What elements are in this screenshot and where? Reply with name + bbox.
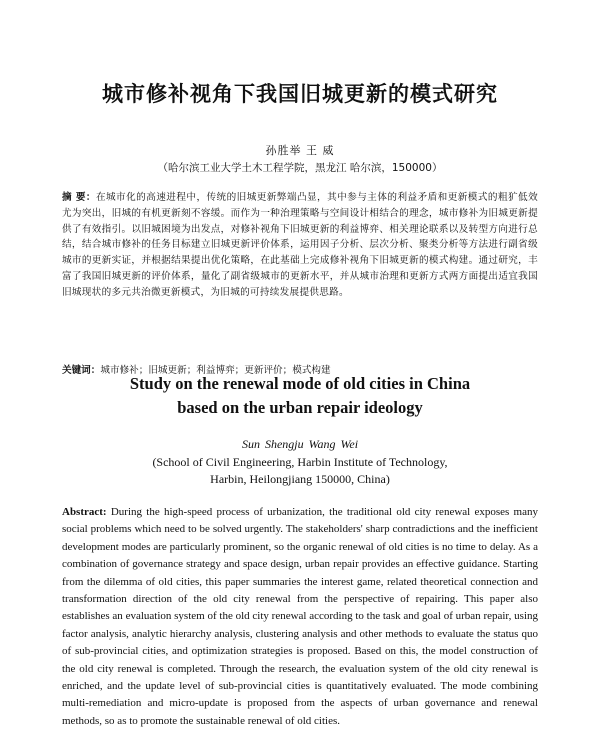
chinese-affiliation: （哈尔滨工业大学土木工程学院，黑龙江 哈尔滨，150000） <box>157 162 443 174</box>
chinese-title: 城市修补视角下我国旧城更新的模式研究 <box>102 82 498 106</box>
chinese-keywords-text: 城市修补；旧城更新；利益博弈；更新评价；模式构建 <box>100 365 331 376</box>
english-affiliation <box>0 454 600 488</box>
chinese-abstract <box>62 190 538 301</box>
english-abstract-label: Abstract: <box>62 506 107 518</box>
chinese-abstract-label: 摘 要： <box>62 192 96 203</box>
english-title-line-2: based on the urban repair ideology <box>177 398 423 417</box>
chinese-abstract-text: 在城市化的高速进程中，传统的旧城更新弊端凸显，其中参与主体的利益矛盾和更新模式的粗犷低效尤为突出，旧城的有机更新刻不容缓。而作为一种治理策略与空间设计相结合的理念，城市修补为旧城更新提供了有效指引。以旧城困境为出发点，对修补视角下旧城更新的利益博弈、相关理论联系以及转型方向进行总结，结合城市修补的任务目标建立旧城更新评价体系，运用因子分析、层次分析、聚类分析等方法进行副省级城市的更新实证，并根据结果提出优化策略，在此基础上完成修补视角下旧城更新的模式构建。通过研究，丰富了我国旧城更新的评价体系，量化了副省级城市的更新水平，并从城市治理和更新方式两方面提出适宜我国旧城现状的多元共治微更新模式，为旧城的可持续发展提供思路。 <box>62 192 538 298</box>
english-authors: Sun Shengju Wang Wei <box>241 437 359 451</box>
english-title <box>0 372 600 420</box>
english-abstract <box>62 504 538 730</box>
chinese-authors: 孙胜举 王 威 <box>265 144 335 157</box>
english-affiliation-line-2: Harbin, Heilongjiang 150000, China) <box>210 472 390 486</box>
chinese-keywords-label: 关键词： <box>62 365 101 376</box>
english-abstract-text: During the high-speed process of urbanization, the traditional old city renewal exposes many social problems which need to be solved urgently. The stakeholders' sharp contradictions and the inefficient development modes are particularly prominent, so the organic renewal of old cities is no time to delay. As a combination of governance strategy and space design, urban repair provides an effective guidance. Starting from the dilemma of old cities, this paper summaries the interest game, related theoretical connection and transformation direction of the old city renewal from the perspective of repairing. This paper also establishes an evaluation system of the old city renewal according to the task and goal of urban repair, using factor analysis, analytic hierarchy analysis, clustering analysis and other methods to evaluate the status quo of sub-provincial cities, and optimization strategies is proposed. Based on this, the model construction of the old city renewal is completed. Through the research, the evaluation system of the old city renewal is enriched, and the update level of sub-provincial cities is quantitatively evaluated. The mode combining multi-remediation and micro-update is proposed from the aspects of urban governance and renewal methods, so as to promote the sustainable renewal of old cities. <box>62 506 538 727</box>
english-affiliation-line-1: (School of Civil Engineering, Harbin Institute of Technology, <box>152 455 448 469</box>
english-title-line-1: Study on the renewal mode of old cities in China <box>129 374 471 393</box>
